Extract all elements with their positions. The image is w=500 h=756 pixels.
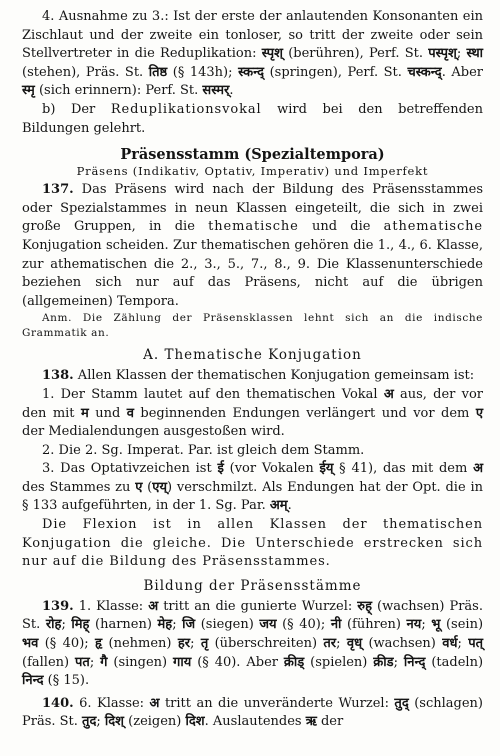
devanagari-word: दिश्: [104, 714, 125, 730]
devanagari-word: स्मृ: [22, 83, 35, 99]
devanagari-word: जय: [259, 617, 277, 633]
paragraph-number: 137.: [42, 182, 74, 198]
devanagari-word: एय्: [152, 479, 167, 495]
devanagari-word: रोह: [45, 617, 62, 633]
devanagari-word: क्रीड: [373, 654, 394, 670]
paragraph-number: 138.: [42, 368, 74, 384]
devanagari-word: निन्द्: [403, 654, 426, 670]
devanagari-word: रुह्: [357, 598, 372, 614]
paragraph-140: 140. 6. Klasse: अ tritt an die unveränderte Wurzel: तुद् (schlagen) Präs. St. तुद; दिश् (zeigen) दिश. Auslautendes ऋ der: [22, 695, 483, 730]
paragraph-reduplication-vowel: b) Der Reduplikationsvokal wird bei den betreffenden Bildungen gelehrt.: [22, 101, 483, 136]
devanagari-word: अ: [149, 695, 160, 711]
paragraph-137: 137. Das Präsens wird nach der Bildung des Präsensstammes oder Spezialstammes in neun Klassen eingeteilt, die sich in zwei große Gruppen, in die thematische und die athematische Konjugation scheiden. Zur thematischen gehören die 1., 4., 6. Klasse, zur athematischen die 2., 3., 5., 7., 8., 9. Die Klassenunterschiede beziehen sich nur auf das Präsens, nicht auf die übrigen (allgemeinen) Tempora.: [22, 182, 483, 309]
devanagari-word: मिह्: [71, 617, 90, 633]
section-subheading: Präsens (Indikativ, Optativ, Imperativ) und Imperfekt: [76, 164, 429, 179]
devanagari-word: तुद: [82, 714, 97, 730]
paragraph-number: 139.: [42, 598, 74, 614]
spaced-emphasis: Reduplikationsvokal: [110, 101, 262, 117]
devanagari-word: सस्मर्: [202, 83, 230, 99]
devanagari-word: पत्: [468, 636, 483, 652]
devanagari-word: निन्द: [22, 673, 44, 689]
devanagari-word: अ: [148, 598, 159, 614]
devanagari-word: तृ: [200, 636, 209, 652]
paragraph-reduplication-exception: 4. Ausnahme zu 3.: Ist der erste der anlautenden Konsonanten ein Zischlaut und der zweite ein tonloser, so tritt der zweite oder sein Stellvertreter in die Reduplikation: स्पृश् (berühren), Perf. St. पस्पृश्; स्था (stehen), Präs. St. तिष्ठ (§ 143h); स्कन्द् (springen), Perf. St. चस्कन्द्. Aber स्मृ (sich erinnern): Perf. St. सस्मर्.: [22, 9, 484, 99]
devanagari-word: व: [126, 405, 134, 421]
devanagari-word: पस्पृश्: [428, 46, 457, 62]
devanagari-word: भव: [22, 636, 39, 652]
devanagari-word: मेह: [157, 617, 173, 633]
paragraph-138: 138. Allen Klassen der thematischen Konjugation gemeinsam ist:: [42, 368, 475, 384]
devanagari-word: स्पृश्: [261, 46, 283, 62]
section-heading-present-stem: Präsensstamm (Spezialtempora): [120, 146, 385, 164]
devanagari-word: अ: [383, 386, 394, 402]
paragraph-number: 140.: [42, 695, 74, 711]
devanagari-word: अ: [473, 461, 483, 477]
devanagari-word: हृ: [95, 636, 103, 652]
devanagari-word: तुद्: [394, 695, 409, 711]
devanagari-word: गाय: [173, 654, 192, 670]
devanagari-word: चस्कन्द्: [407, 64, 442, 80]
devanagari-word: ए: [135, 479, 143, 495]
spaced-emphasis: athematische: [383, 219, 483, 235]
paragraph-138-item-1: 1. Der Stamm lautet auf den thematischen Vokal अ aus, der vor den mit म und व beginnenden Endungen verlängert und vor dem ए der Medialendungen ausgestoßen wird.: [22, 386, 484, 440]
devanagari-word: अम्: [269, 498, 288, 514]
paragraph-flexion: Die Flexion ist in allen Klassen der thematischen Konjugation die gleiche. Die Unterschiede erstrecken sich nur auf die Bildung des Präsensstammes.: [22, 517, 483, 570]
devanagari-word: तर: [323, 636, 337, 652]
paragraph-138-item-3: 3. Das Optativzeichen ist ई (vor Vokalen ईय् § 41), das mit dem अ des Stammes zu ए (एय्) verschmilzt. Als Endungen hat der Opt. die in § 133 aufgeführten, in der 1. Sg. Par. अम्.: [22, 461, 483, 514]
devanagari-word: वर्ध: [442, 636, 458, 652]
devanagari-word: स्कन्द्: [238, 64, 265, 80]
devanagari-word: म: [80, 405, 89, 421]
devanagari-word: भू: [431, 617, 441, 633]
devanagari-word: नी: [330, 617, 342, 633]
devanagari-word: गै: [100, 654, 108, 670]
devanagari-word: पत: [75, 654, 90, 670]
devanagari-word: हर: [177, 636, 191, 652]
devanagari-word: नय: [406, 617, 422, 633]
devanagari-word: ई: [217, 461, 224, 477]
devanagari-word: वृध्: [346, 636, 363, 652]
devanagari-word: ए: [475, 405, 484, 421]
devanagari-word: तिष्ठ: [148, 64, 168, 80]
devanagari-word: दिश: [185, 714, 205, 730]
section-heading-stem-formation: Bildung der Präsensstämme: [143, 577, 362, 594]
devanagari-word: स्था: [466, 46, 484, 62]
devanagari-word: ईय्: [319, 461, 334, 477]
spaced-emphasis: thematische: [208, 219, 299, 235]
note-anm: Anm. Die Zählung der Präsensklassen lehnt sich an die indische Grammatik an.: [22, 312, 483, 340]
devanagari-word: जि: [182, 617, 196, 633]
devanagari-word: क्रीड्: [283, 654, 305, 670]
paragraph-139: 139. 1. Klasse: अ tritt an die gunierte Wurzel: रुह् (wachsen) Präs. St. रोह; मिह् (harnen) मेह; जि (siegen) जय (§ 40); नी (führen) नय; भू (sein) भव (§ 40); हृ (nehmen) हर; तृ (überschreiten) तर; वृध् (wachsen) वर्ध; पत् (fallen) पत; गै (singen) गाय (§ 40). Aber क्रीड् (spielen) क्रीड; निन्द् (tadeln) निन्द (§ 15).: [22, 598, 484, 689]
section-heading-thematic: A. Thematische Konjugation: [143, 347, 362, 364]
paragraph-138-item-2: 2. Die 2. Sg. Imperat. Par. ist gleich dem Stamm.: [42, 442, 365, 458]
devanagari-word: ऋ: [305, 714, 317, 730]
